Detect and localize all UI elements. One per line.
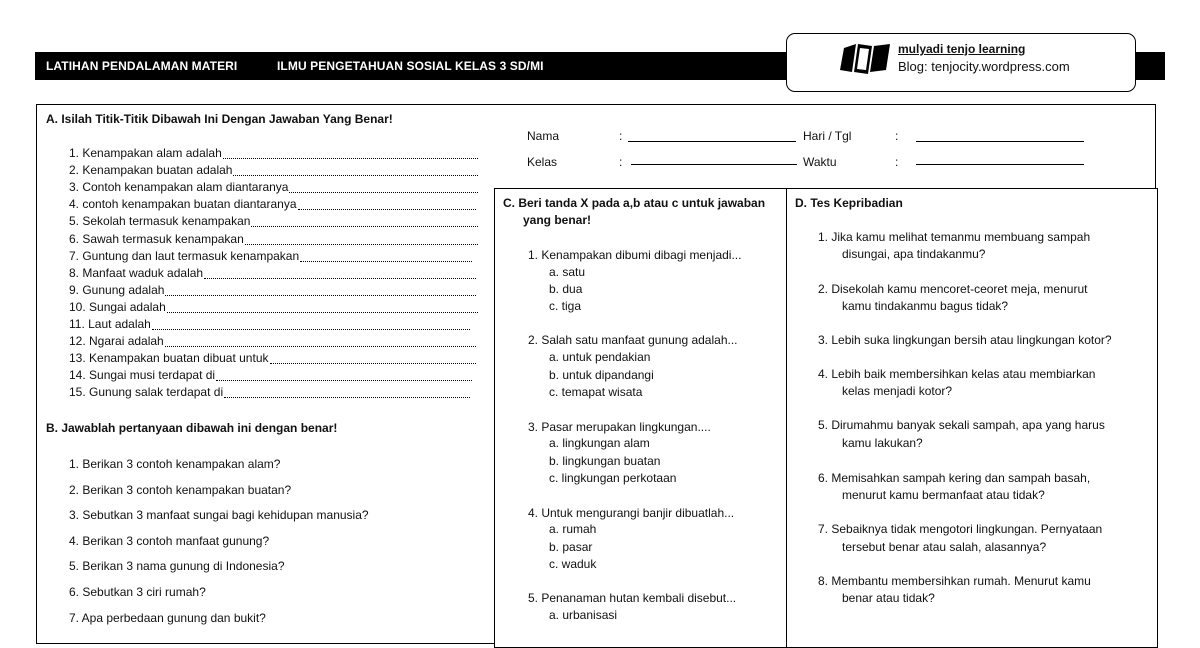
answer-dotted-line[interactable] [165,337,476,347]
section-a-item-label: 2. Kenampakan buatan adalah [69,163,233,178]
c-option[interactable]: a. satu [549,265,586,279]
c-option[interactable]: c. tiga [549,299,582,313]
d-question-5: 5. Dirumahmu banyak sekali sampah, apa yang harus [818,418,1105,432]
answer-dotted-line[interactable] [251,217,478,227]
c-option[interactable]: b. lingkungan buatan [549,454,661,468]
section-a-item [69,368,215,382]
kelas-field[interactable] [631,164,797,165]
section-b-item: 6. Sebutkan 3 ciri rumah? [69,585,206,599]
c-option[interactable]: b. dua [549,282,583,296]
section-a-item [69,146,222,160]
section-a-item-label: 7. Guntung dan laut termasuk kenampakan [69,248,300,263]
section-a-item-label: 15. Gunung salak terdapat di [69,385,224,400]
worksheet-label: LATIHAN PENDALAMAN MATERI [46,59,238,73]
answer-dotted-line[interactable] [204,269,476,279]
d-question-7: 7. Sebaiknya tidak mengotori lingkungan. Pernyataan [818,522,1103,536]
section-b-item: 3. Sebutkan 3 manfaat sungai bagi kehidupan manusia? [69,508,369,523]
section-a-item-label: 13. Kenampakan buatan dibuat untuk [69,351,269,366]
c-option[interactable]: b. untuk dipandangi [549,368,654,382]
nama-label: Nama [527,129,560,143]
section-a-item [69,163,232,177]
section-b-item: 5. Berikan 3 nama gunung di Indonesia? [69,559,285,574]
d-question-4-cont: kelas menjadi kotor? [842,384,953,398]
hari-label: Hari / Tgl [803,129,852,143]
section-b-item: 1. Berikan 3 contoh kenampakan alam? [69,457,281,471]
c-question-1: 1. Kenampakan dibumi dibagi menjadi... [528,248,742,262]
answer-dotted-line[interactable] [223,149,478,159]
answer-dotted-line[interactable] [289,183,478,193]
brand-blog: Blog: tenjocity.wordpress.com [898,59,1070,74]
d-question-5-cont: kamu lakukan? [842,436,923,450]
d-question-1-cont: disungai, apa tindakanmu? [842,247,986,261]
section-a-item-label: 1. Kenampakan alam adalah [69,146,222,160]
section-c-title-2: yang benar! [523,213,592,227]
d-question-1: 1. Jika kamu melihat temanmu membuang sampah [818,230,1091,244]
section-a-item [69,266,203,280]
d-question-6-cont: menurut kamu bermanfaat atau tidak? [842,488,1045,502]
c-option[interactable]: c. temapat wisata [549,385,643,399]
waktu-label: Waktu [803,155,837,169]
answer-dotted-line[interactable] [270,354,476,364]
subject-label: ILMU PENGETAHUAN SOSIAL KELAS 3 SD/MI [277,59,544,73]
c-option[interactable]: b. pasar [549,540,593,554]
section-a-item-label: 10. Sungai adalah [69,299,166,314]
c-option[interactable]: a. untuk pendakian [549,350,651,364]
waktu-colon: : [895,155,899,169]
section-b-item: 7. Apa perbedaan gunung dan bukit? [69,610,266,625]
d-question-4: 4. Lebih baik membersihkan kelas atau membiarkan [818,367,1096,381]
section-a-item [69,385,223,399]
waktu-field[interactable] [916,164,1084,165]
section-a-item-label: 11. Laut adalah [69,317,151,331]
section-a-item-label: 5. Sekolah termasuk kenampakan [69,214,251,229]
kelas-label: Kelas [527,155,558,169]
answer-dotted-line[interactable] [167,303,478,313]
answer-dotted-line[interactable] [152,320,470,330]
section-a-item [69,232,244,246]
section-a-item-label: 3. Contoh kenampakan alam diantaranya [69,180,289,195]
section-a-item-label: 6. Sawah termasuk kenampakan [69,231,244,246]
section-a-item [69,351,269,365]
hari-field[interactable] [916,141,1084,142]
section-a-item [69,197,297,211]
section-a-item [69,317,151,331]
answer-dotted-line[interactable] [233,166,478,176]
answer-dotted-line[interactable] [298,200,476,210]
section-b-item: 2. Berikan 3 contoh kenampakan buatan? [69,482,292,497]
answer-dotted-line[interactable] [245,235,478,245]
nama-field[interactable] [628,141,796,142]
section-a-item [69,180,288,194]
c-option[interactable]: a. lingkungan alam [549,436,650,450]
c-option[interactable]: c. waduk [549,557,597,571]
section-a-item [69,283,164,297]
d-question-2-cont: kamu tindakanmu bagus tidak? [842,299,1009,313]
answer-dotted-line[interactable] [216,371,472,381]
c-question-4: 4. Untuk mengurangi banjir dibuatlah... [528,506,735,520]
d-question-7-cont: tersebut benar atau salah, alasannya? [842,540,1047,554]
brand-name: mulyadi tenjo learning [898,42,1026,56]
section-a-item-label: 8. Manfaat waduk adalah [69,265,204,280]
c-question-3: 3. Pasar merupakan lingkungan.... [528,420,711,434]
identity-box [517,104,1156,194]
c-option[interactable]: c. lingkungan perkotaan [549,471,677,485]
d-question-2: 2. Disekolah kamu mencoret-ceoret meja, menurut [818,282,1088,296]
c-question-2: 2. Salah satu manfaat gunung adalah... [528,333,738,347]
section-d-title: D. Tes Kepribadian [795,196,903,210]
answer-dotted-line[interactable] [165,286,476,296]
book-logo-icon [838,40,894,76]
c-option[interactable]: a. rumah [549,522,597,536]
section-a-item [69,214,250,228]
answer-dotted-line[interactable] [300,252,472,262]
section-c-title: C. Beri tanda X pada a,b atau c untuk jawaban [503,196,766,210]
d-question-8: 8. Membantu membersihkan rumah. Menurut kamu [818,574,1091,588]
nama-colon: : [619,129,623,143]
section-a-item [69,300,166,314]
section-a-item-label: 14. Sungai musi terdapat di [69,368,216,383]
d-question-3: 3. Lebih suka lingkungan bersih atau lingkungan kotor? [818,333,1112,347]
c-option[interactable]: a. urbanisasi [549,608,618,622]
section-a-item [69,334,164,348]
section-a-title: A. Isilah Titik-Titik Dibawah Ini Dengan Jawaban Yang Benar! [46,112,393,126]
c-question-5: 5. Penanaman hutan kembali disebut... [528,591,737,605]
answer-dotted-line[interactable] [224,388,470,398]
d-question-8-cont: benar atau tidak? [842,591,935,605]
section-a-item [69,249,299,263]
hari-colon: : [895,129,899,143]
kelas-colon: : [619,155,623,169]
section-b-title: B. Jawablah pertanyaan dibawah ini dengan benar! [46,421,338,435]
section-b-item: 4. Berikan 3 contoh manfaat gunung? [69,533,270,548]
section-a-item-label: 12. Ngarai adalah [69,334,164,349]
d-question-6: 6. Memisahkan sampah kering dan sampah basah, [818,471,1091,485]
section-a-item-label: 9. Gunung adalah [69,282,165,297]
section-a-item-label: 4. contoh kenampakan buatan diantaranya [69,197,297,212]
